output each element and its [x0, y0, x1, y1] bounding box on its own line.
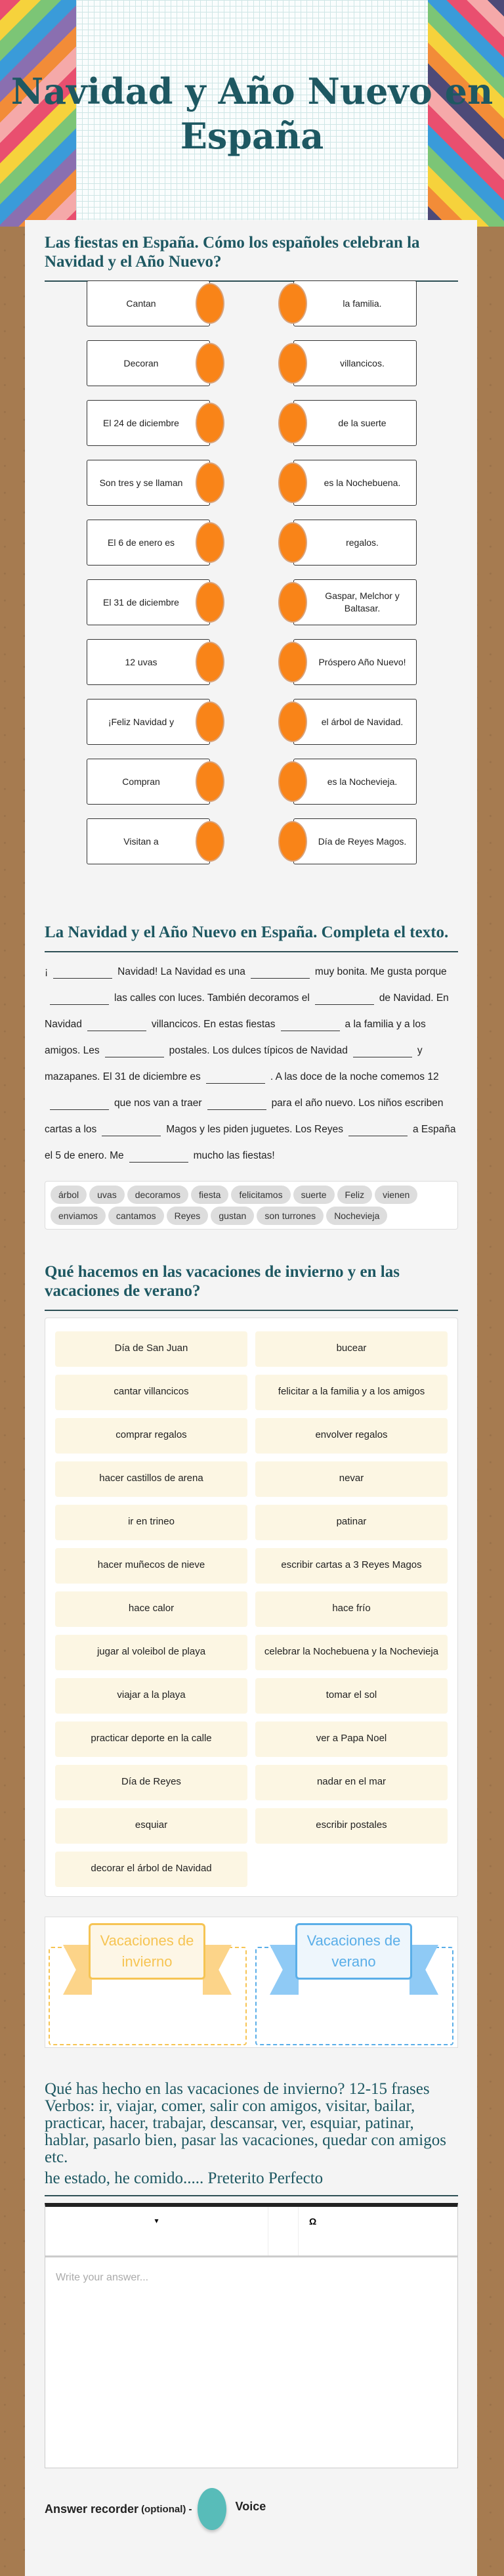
- cloze-blank[interactable]: [281, 1017, 340, 1031]
- special-character-icon[interactable]: Ω: [309, 2216, 317, 2227]
- bucket-label-winter: Vacaciones de invierno: [89, 1923, 205, 1980]
- cloze-text-segment: a la familia y a los amigos. Les: [45, 1019, 426, 1056]
- match-left-item[interactable]: Compran: [87, 759, 210, 805]
- word-chip[interactable]: árbol: [51, 1186, 87, 1204]
- sort-item[interactable]: nadar en el mar: [255, 1765, 448, 1800]
- record-button[interactable]: [198, 2488, 226, 2530]
- cloze-text-segment: muy bonita. Me gusta porque: [314, 966, 447, 977]
- match-connector-right[interactable]: [278, 701, 307, 742]
- match-connector-left[interactable]: [196, 701, 224, 742]
- sort-item[interactable]: viajar a la playa: [55, 1678, 247, 1714]
- writing-prompt: [45, 2081, 458, 2196]
- header-banner: [0, 0, 504, 227]
- sort-items: [45, 1318, 458, 1897]
- cloze-text-segment: Magos y les piden juguetes. Los Reyes: [166, 1124, 343, 1135]
- prompt-line: Verbos: ir, viajar, comer, salir con amigos, visitar, bailar, practicar, hacer, trabajar, descansar, ver, esquiar, patinar, hablar, pasarlo bien, pasar las vacaciones, quedar con amigos etc.: [45, 2097, 446, 2166]
- cloze-text-segment: a España el 5 de enero. Me: [45, 1124, 456, 1161]
- match-connector-left[interactable]: [196, 821, 224, 862]
- match-right-item[interactable]: de la suerte: [293, 400, 417, 446]
- sort-item[interactable]: hace calor: [55, 1591, 247, 1627]
- cloze-blank[interactable]: [251, 964, 310, 979]
- match-left-item[interactable]: 12 uvas: [87, 639, 210, 685]
- sort-item[interactable]: esquiar: [55, 1808, 247, 1844]
- cloze-blank[interactable]: [206, 1069, 265, 1084]
- word-chip[interactable]: Feliz: [337, 1186, 373, 1204]
- sort-item[interactable]: hace frío: [255, 1591, 448, 1627]
- prompt-line: Qué has hecho en las vacaciones de invierno? 12-15 frases: [45, 2080, 430, 2098]
- prompt-subtitle: he estado, he comido..... Preterito Perfecto: [45, 2170, 458, 2196]
- match-right-item[interactable]: villancicos.: [293, 340, 417, 386]
- match-connector-right[interactable]: [278, 403, 307, 443]
- match-connector-left[interactable]: [196, 761, 224, 802]
- match-connector-left[interactable]: [196, 403, 224, 443]
- match-right-item[interactable]: Próspero Año Nuevo!: [293, 639, 417, 685]
- cloze-blank[interactable]: [87, 1017, 146, 1031]
- sort-item[interactable]: felicitar a la familia y a los amigos: [255, 1375, 448, 1410]
- match-connector-right[interactable]: [278, 462, 307, 503]
- sort-item[interactable]: comprar regalos: [55, 1418, 247, 1454]
- cloze-blank[interactable]: [50, 1096, 109, 1110]
- match-right-item[interactable]: el árbol de Navidad.: [293, 699, 417, 745]
- recorder-label: Answer recorder: [45, 2502, 139, 2516]
- sort-item[interactable]: nevar: [255, 1461, 448, 1497]
- word-chip[interactable]: vienen: [375, 1186, 417, 1204]
- sort-section: [45, 1262, 458, 1897]
- sort-item[interactable]: envolver regalos: [255, 1418, 448, 1454]
- voice-label: Voice: [235, 2500, 266, 2513]
- sort-item[interactable]: ir en trineo: [55, 1505, 247, 1540]
- cloze-text-segment: ¡: [45, 966, 49, 977]
- match-connector-right[interactable]: [278, 761, 307, 802]
- cloze-blank[interactable]: [50, 990, 109, 1005]
- match-right-item[interactable]: Gaspar, Melchor y Baltasar.: [293, 579, 417, 625]
- match-left-item[interactable]: Son tres y se llaman: [87, 460, 210, 506]
- answer-input[interactable]: [45, 2257, 457, 2468]
- match-right-item[interactable]: Día de Reyes Magos.: [293, 818, 417, 864]
- sort-item[interactable]: patinar: [255, 1505, 448, 1540]
- match-right-item[interactable]: es la Nochevieja.: [293, 759, 417, 805]
- word-chip[interactable]: son turrones: [257, 1207, 324, 1225]
- match-connector-right[interactable]: [278, 821, 307, 862]
- cloze-text-segment: villancicos. En estas fiestas: [151, 1019, 276, 1030]
- cloze-blank[interactable]: [315, 990, 374, 1005]
- cloze-section: [45, 923, 458, 1230]
- cloze-blank[interactable]: [348, 1122, 408, 1136]
- match-left-item[interactable]: El 24 de diciembre: [87, 400, 210, 446]
- sort-item[interactable]: practicar deporte en la calle: [55, 1721, 247, 1757]
- match-connector-right[interactable]: [278, 343, 307, 384]
- match-connector-left[interactable]: [196, 462, 224, 503]
- match-left-item[interactable]: Cantan: [87, 280, 210, 326]
- cloze-text: [45, 959, 458, 1169]
- match-left-item[interactable]: Visitan a: [87, 818, 210, 864]
- cloze-text-segment: Navidad! La Navidad es una: [117, 966, 245, 977]
- section-title: La Navidad y el Año Nuevo en España. Completa el texto.: [45, 923, 458, 952]
- sort-item[interactable]: decorar el árbol de Navidad: [55, 1852, 247, 1887]
- word-chip[interactable]: Nochevieja: [326, 1207, 387, 1225]
- match-connector-left[interactable]: [196, 642, 224, 682]
- match-left-item[interactable]: ¡Feliz Navidad y: [87, 699, 210, 745]
- cloze-text-segment: . A las doce de la noche comemos 12: [270, 1071, 439, 1082]
- match-left-item[interactable]: El 31 de diciembre: [87, 579, 210, 625]
- match-right-item[interactable]: es la Nochebuena.: [293, 460, 417, 506]
- match-connector-right[interactable]: [278, 582, 307, 623]
- sort-item[interactable]: escribir postales: [255, 1808, 448, 1844]
- section-title: Qué hacemos en las vacaciones de invierno y en las vacaciones de verano?: [45, 1262, 458, 1311]
- cloze-text-segment: para el año nuevo. Los niños escriben cartas a los: [45, 1098, 444, 1135]
- cloze-blank[interactable]: [353, 1043, 412, 1057]
- word-chip[interactable]: suerte: [293, 1186, 335, 1204]
- word-bank: [45, 1181, 458, 1230]
- sort-item[interactable]: Día de Reyes: [55, 1765, 247, 1800]
- cloze-text-segment: las calles con luces. También decoramos el: [114, 992, 310, 1004]
- buckets-section: [45, 1917, 458, 2048]
- toolbar-spacer: [268, 2207, 299, 2255]
- match-connector-left[interactable]: [196, 582, 224, 623]
- cloze-blank[interactable]: [53, 964, 112, 979]
- sort-item[interactable]: Día de San Juan: [55, 1331, 247, 1367]
- sort-item[interactable]: escribir cartas a 3 Reyes Magos: [255, 1548, 448, 1584]
- word-chip[interactable]: Reyes: [167, 1207, 209, 1225]
- match-left-item[interactable]: Decoran: [87, 340, 210, 386]
- sort-item[interactable]: jugar al voleibol de playa: [55, 1635, 247, 1670]
- worksheet-card: [25, 220, 477, 2576]
- match-connector-right[interactable]: [278, 642, 307, 682]
- match-right-item[interactable]: regalos.: [293, 520, 417, 566]
- word-chip[interactable]: felicitamos: [231, 1186, 290, 1204]
- sort-item[interactable]: hacer muñecos de nieve: [55, 1548, 247, 1584]
- writing-section: [45, 2081, 458, 2530]
- section-title: Las fiestas en España. Cómo los españoles celebran la Navidad y el Año Nuevo?: [45, 233, 458, 282]
- page-title: Navidad y Año Nuevo en España: [10, 70, 494, 157]
- sort-buckets: [45, 1917, 458, 2048]
- word-chip[interactable]: gustan: [211, 1207, 254, 1225]
- bucket-label-summer: Vacaciones de verano: [295, 1923, 412, 1980]
- match-right-item[interactable]: la familia.: [293, 280, 417, 326]
- editor-toolbar: [45, 2207, 457, 2257]
- recorder-optional: (optional) -: [141, 2503, 192, 2515]
- cloze-blank[interactable]: [102, 1122, 161, 1136]
- match-connector-left[interactable]: [196, 283, 224, 324]
- answer-recorder: [45, 2488, 458, 2530]
- word-chip[interactable]: cantamos: [108, 1207, 164, 1225]
- word-chip[interactable]: fiesta: [191, 1186, 228, 1204]
- word-chip[interactable]: decoramos: [127, 1186, 188, 1204]
- sort-item[interactable]: ver a Papa Noel: [255, 1721, 448, 1757]
- match-connector-left[interactable]: [196, 343, 224, 384]
- sort-item[interactable]: bucear: [255, 1331, 448, 1367]
- sort-item[interactable]: cantar villancicos: [55, 1375, 247, 1410]
- sort-item[interactable]: tomar el sol: [255, 1678, 448, 1714]
- cloze-blank[interactable]: [129, 1148, 188, 1163]
- cloze-text-segment: postales. Los dulces típicos de Navidad: [169, 1045, 348, 1056]
- cloze-text-segment: y mazapanes. El 31 de diciembre es: [45, 1045, 423, 1082]
- format-dropdown[interactable]: ▾: [45, 2207, 268, 2255]
- cloze-text-segment: de Navidad. En Navidad: [45, 992, 449, 1030]
- cloze-blank[interactable]: [207, 1096, 266, 1110]
- sort-item[interactable]: hacer castillos de arena: [55, 1461, 247, 1497]
- match-connector-right[interactable]: [278, 283, 307, 324]
- word-chip[interactable]: enviamos: [51, 1207, 106, 1225]
- cloze-blank[interactable]: [105, 1043, 164, 1057]
- match-connector-right[interactable]: [278, 522, 307, 563]
- cloze-text-segment: mucho las fiestas!: [193, 1150, 275, 1161]
- matching-section: [45, 233, 458, 897]
- word-chip[interactable]: uvas: [89, 1186, 125, 1204]
- match-left-item[interactable]: El 6 de enero es: [87, 520, 210, 566]
- rich-text-editor: [45, 2203, 458, 2468]
- sort-item[interactable]: celebrar la Nochebuena y la Nochevieja: [255, 1635, 448, 1670]
- cloze-text-segment: que nos van a traer: [114, 1098, 202, 1109]
- match-connector-left[interactable]: [196, 522, 224, 563]
